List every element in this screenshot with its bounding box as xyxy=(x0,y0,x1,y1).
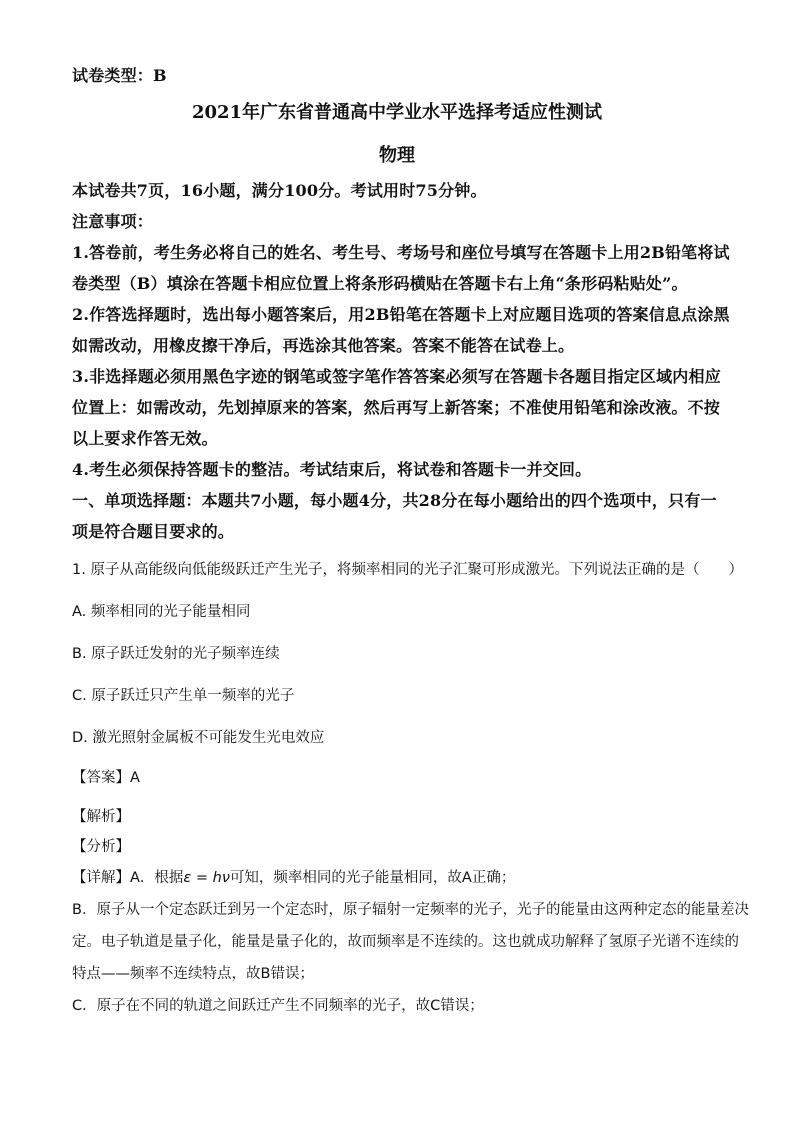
section-heading-line-2: 项是符合题目要求的。 xyxy=(72,522,235,541)
question-1-option-c: C. 原子跃迁只产生单一频率的光子 xyxy=(72,688,295,704)
notice-heading: 注意事项： xyxy=(72,212,154,231)
question-1-option-d: D. 激光照射金属板不可能发生光电效应 xyxy=(72,730,325,746)
question-1-stem: 1. 原子从高能级向低能级跃迁产生光子，将频率相同的光子汇聚可形成激光。下列说法正确的是（ ） xyxy=(72,562,743,578)
detail-suffix: 可知，频率相同的光子能量相同，故A正确； xyxy=(229,870,516,886)
notice-item-3-line-2: 位置上：如需改动，先划掉原来的答案，然后再写上新答案；不准使用铅笔和涂改液。不按 xyxy=(72,398,721,417)
notice-item-1-line-1: 1.答卷前，考生务必将自己的姓名、考生号、考场号和座位号填写在答题卡上用2B铅笔将试 xyxy=(72,243,730,262)
notice-item-4: 4.考生必须保持答题卡的整洁。考试结束后，将试卷和答题卡一并交回。 xyxy=(72,460,592,479)
detail-option-a xyxy=(72,871,515,886)
question-1-option-a: A. 频率相同的光子能量相同 xyxy=(72,604,251,620)
detail-option-b-line-3: 特点——频率不连续特点，故B错误； xyxy=(72,966,314,982)
analysis-heading: 【解析】 xyxy=(72,809,130,825)
section-heading-line-1: 一、单项选择题：本题共7小题，每小题4分，共28分在每小题给出的四个选项中，只有一 xyxy=(72,491,717,510)
detail-option-b-line-2: 定。电子轨道是量子化，能量是量子化的，故而频率是不连续的。这也就成功解释了氢原子光谱不连续的 xyxy=(72,934,739,950)
detail-option-c: C．原子在不同的轨道之间跃迁产生不同频率的光子，故C错误； xyxy=(72,998,484,1014)
exam-title: 2021年广东省普通高中学业水平选择考适应性测试 xyxy=(191,102,603,123)
notice-item-1-line-2: 卷类型（B）填涂在答题卡相应位置上将条形码横贴在答题卡右上角“条形码粘贴处”。 xyxy=(72,274,688,293)
notice-item-3-line-3: 以上要求作答无效。 xyxy=(72,429,218,448)
detail-option-b-line-1: B．原子从一个定态跃迁到另一个定态时，原子辐射一定频率的光子，光子的能量由这两种定态的能量差决 xyxy=(72,902,749,918)
analysis-subheading: 【分析】 xyxy=(72,839,130,855)
question-1-answer: 【答案】A xyxy=(72,770,140,786)
notice-item-2-line-2: 如需改动，用橡皮擦干净后，再选涂其他答案。答案不能答在试卷上。 xyxy=(72,336,575,355)
exam-summary: 本试卷共7页，16小题，满分100分。考试用时75分钟。 xyxy=(72,181,487,200)
subject-title: 物理 xyxy=(379,145,415,166)
detail-prefix: 【详解】A．根据 xyxy=(72,870,184,886)
question-1-option-b: B. 原子跃迁发射的光子频率连续 xyxy=(72,646,280,662)
notice-item-2-line-1: 2.作答选择题时，选出每小题答案后，用2B铅笔在答题卡上对应题目选项的答案信息点涂黑 xyxy=(72,305,730,324)
photon-energy-formula: ε = hν xyxy=(183,870,230,886)
notice-item-3-line-1: 3.非选择题必须用黑色字迹的钢笔或签字笔作答答案必须写在答题卡各题目指定区域内相应 xyxy=(72,367,721,386)
paper-type: 试卷类型：B xyxy=(72,66,167,85)
